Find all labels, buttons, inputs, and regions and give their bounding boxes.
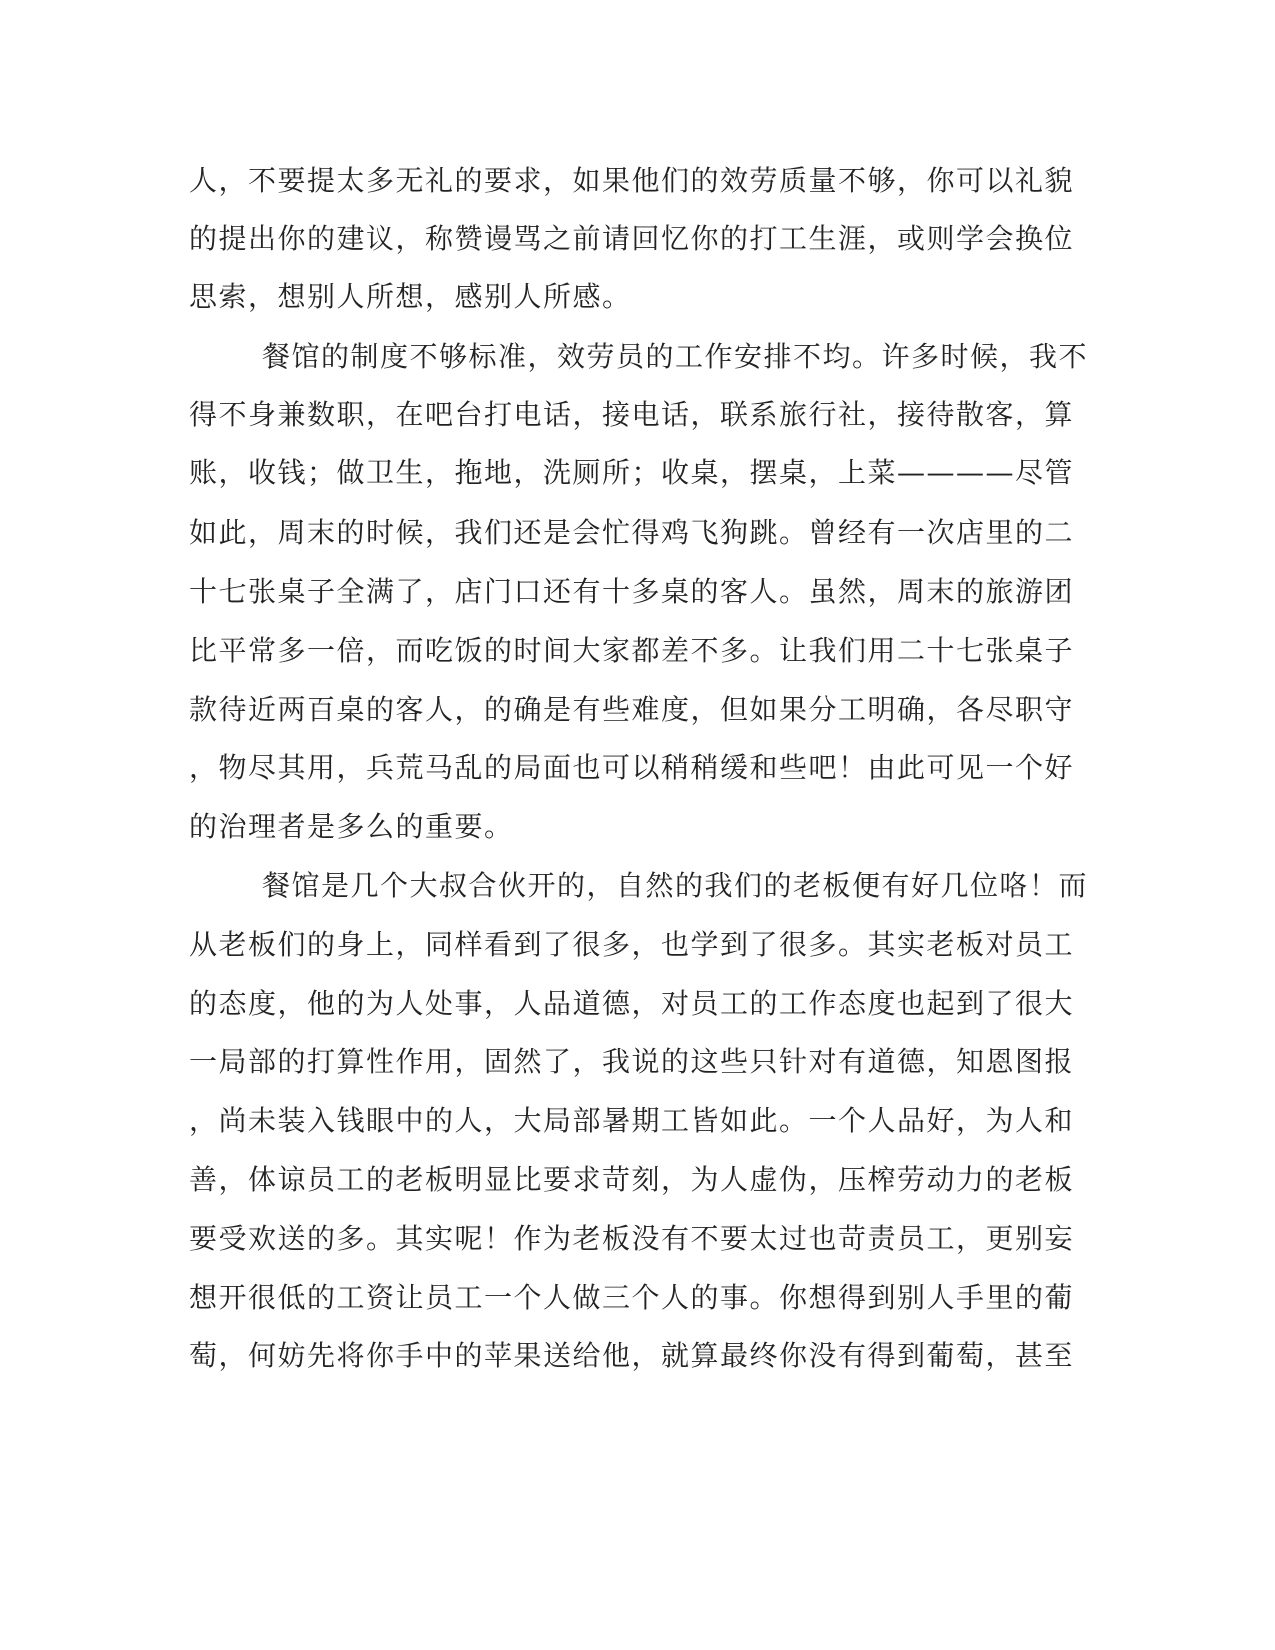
text-line: 比平常多一倍，而吃饭的时间大家都差不多。让我们用二十七张桌子 xyxy=(189,634,1075,667)
text-line: 的提出你的建议，称赞谩骂之前请回忆你的打工生涯，或则学会换位 xyxy=(189,222,1075,255)
text-line: 的态度，他的为人处事，人品道德，对员工的工作态度也起到了很大 xyxy=(189,987,1075,1020)
text-line: 善，体谅员工的老板明显比要求苛刻，为人虚伪，压榨劳动力的老板 xyxy=(189,1163,1075,1196)
text-line: 思索，想别人所想，感别人所感。 xyxy=(189,280,632,313)
text-line: 萄，何妨先将你手中的苹果送给他，就算最终你没有得到葡萄，甚至 xyxy=(189,1339,1075,1372)
text-line: 账，收钱；做卫生，拖地，洗厕所；收桌，摆桌，上菜————尽管 xyxy=(189,456,1075,489)
text-line: 要受欢送的多。其实呢！作为老板没有不要太过也苛责员工，更别妄 xyxy=(189,1222,1075,1255)
text-line: ，尚未装入钱眼中的人，大局部暑期工皆如此。一个人品好，为人和 xyxy=(189,1104,1075,1137)
text-line: 一局部的打算性作用，固然了，我说的这些只针对有道德，知恩图报 xyxy=(189,1045,1075,1078)
text-line: 从老板们的身上，同样看到了很多，也学到了很多。其实老板对员工 xyxy=(189,928,1075,961)
paragraph-first-line: 餐馆是几个大叔合伙开的，自然的我们的老板便有好几位咯！而 xyxy=(262,869,1089,902)
text-line: 如此，周末的时候，我们还是会忙得鸡飞狗跳。曾经有一次店里的二 xyxy=(189,516,1075,549)
text-line: 十七张桌子全满了，店门口还有十多桌的客人。虽然，周末的旅游团 xyxy=(189,575,1075,608)
text-line: 款待近两百桌的客人，的确是有些难度，但如果分工明确，各尽职守 xyxy=(189,693,1075,726)
paragraph-first-line: 餐馆的制度不够标准，效劳员的工作安排不均。许多时候，我不 xyxy=(262,340,1089,373)
text-line: 得不身兼数职，在吧台打电话，接电话，联系旅行社，接待散客，算 xyxy=(189,398,1075,431)
text-line: 的治理者是多么的重要。 xyxy=(189,810,514,843)
text-line: 想开很低的工资让员工一个人做三个人的事。你想得到别人手里的葡 xyxy=(189,1281,1075,1314)
text-line: 人，不要提太多无礼的要求，如果他们的效劳质量不够，你可以礼貌 xyxy=(189,164,1075,197)
text-line: ，物尽其用，兵荒马乱的局面也可以稍稍缓和些吧！由此可见一个好 xyxy=(189,751,1075,784)
